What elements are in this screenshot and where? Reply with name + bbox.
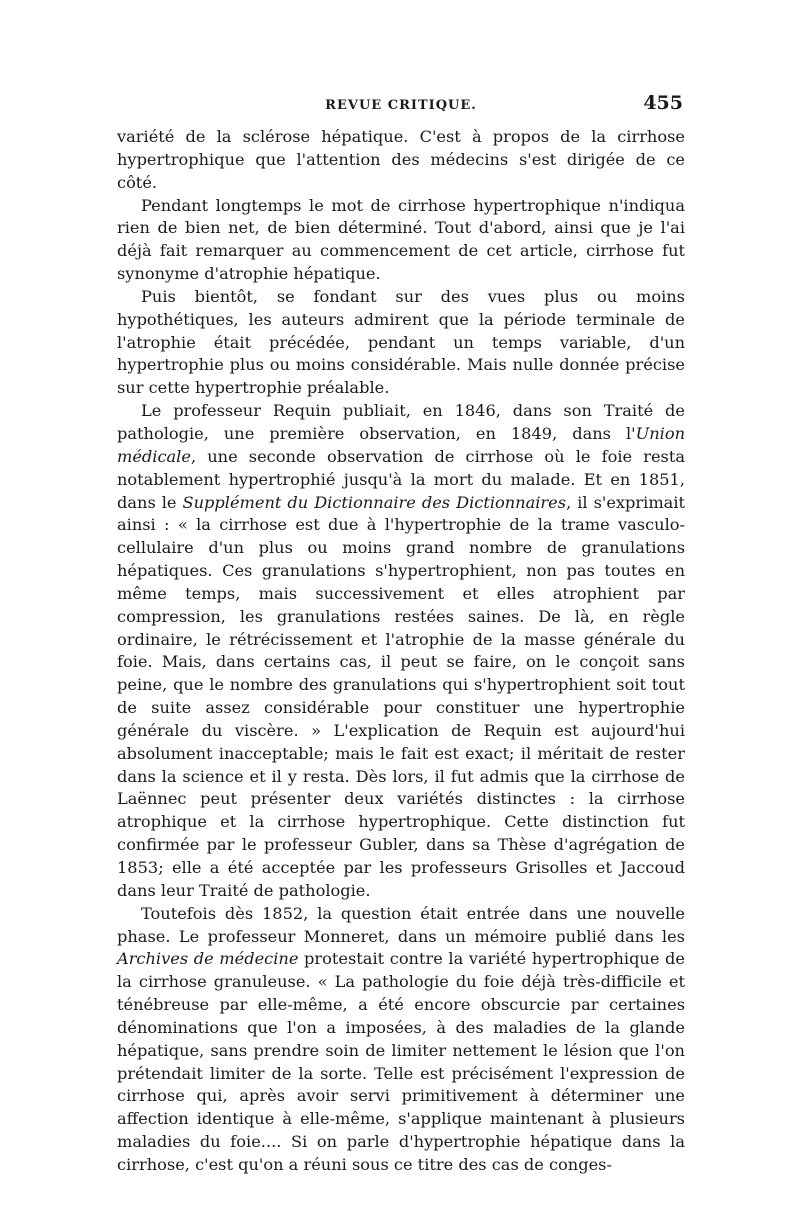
paragraph [117,195,685,286]
paragraph [117,400,685,903]
page-number: 455 [643,92,683,114]
paragraph-text: , il s'exprimait ainsi : « la cirrhose est due à l'hypertrophie de la trame vasculo-cellulaire d'un plus ou moins grand nombre de granulations hépatiques. Ces granulations s'hypertrophient, non pas toutes en même temps, mais successivement et elles atrophient par compression, les granulations restées saines. De là, en règle ordinaire, le rétrécissement et l'atrophie de la masse générale du foie. Mais, dans certains cas, il peut se faire, on le conçoit sans peine, que le nombre des granulations qui s'hypertrophient soit tout de suite assez considérable pour constituer une hypertrophie générale du viscère. » L'explication de Requin est aujourd'hui absolument inacceptable; mais le fait est exact; il méritait de rester dans la science et il y resta. Dès lors, il fut admis que la cirrhose de Laënnec peut présenter deux variétés distinctes : la cirrhose atrophique et la cirrhose hypertrophique. Cette distinction fut confirmée par le professeur Gubler, dans sa Thèse d'agrégation de 1853; elle a été acceptée par les professeurs Grisolles et Jaccoud dans leur Traité de pathologie. [117,492,686,900]
body-text [117,126,685,1177]
italic-text: Union médicale [117,423,685,466]
paragraph [117,126,685,195]
document-page [117,92,685,1177]
running-title: REVUE CRITIQUE. [325,98,477,113]
paragraph-text: Le professeur Requin publiait, en 1846, dans son Traité de pathologie, une première observation, en 1849, dans l' [117,401,685,443]
paragraph [117,286,685,400]
paragraph [117,903,685,1177]
running-header [117,92,685,126]
paragraph-text: protestait contre la variété hypertrophique de la cirrhose granuleuse. « La pathologie du foie déjà très-difficile et ténébreuse par elle-même, a été encore obscurcie par certaines dénominations que l'on a imposées, à des maladies de la glande hépatique, sans prendre soin de limiter nettement le lésion que l'on prétendait limiter de la sorte. Telle est précisément l'expression de cirrhose qui, après avoir servi primitivement à déterminer une affection identique à elle-même, s'applique maintenant à plusieurs maladies du foie.... Si on parle d'hypertrophie hépatique dans la cirrhose, c'est qu'on a réuni sous ce titre des cas de conges- [117,949,685,1174]
paragraph-text: Toutefois dès 1852, la question était entrée dans une nouvelle phase. Le professeur Monneret, dans un mémoire publié dans les [117,903,685,946]
paragraph-text: , une seconde observation de cirrhose où le foie resta notablement hypertrophié jusqu'à la mort du malade. Et en 1851, dans le [117,446,685,512]
paragraph-text: variété de la sclérose hépatique. C'est à propos de la cirrhose hypertrophique que l'attention des médecins s'est dirigée de ce côté. [117,127,685,192]
italic-text: Supplément du Dictionnaire des Dictionnaires [182,492,567,512]
italic-text: Archives de médecine [117,949,299,969]
paragraph-text: Pendant longtemps le mot de cirrhose hypertrophique n'indiqua rien de bien net, de bien déterminé. Tout d'abord, ainsi que je l'ai déjà fait remarquer au commencement de cet article, cirrhose fut synonyme d'atrophie hépatique. [117,195,685,284]
paragraph-text: Puis bientôt, se fondant sur des vues plus ou moins hypothétiques, les auteurs admirent que la période terminale de l'atrophie était précédée, pendant un temps variable, d'un hypertrophie plus ou moins considérable. Mais nulle donnée précise sur cette hypertrophie préalable. [117,286,685,398]
